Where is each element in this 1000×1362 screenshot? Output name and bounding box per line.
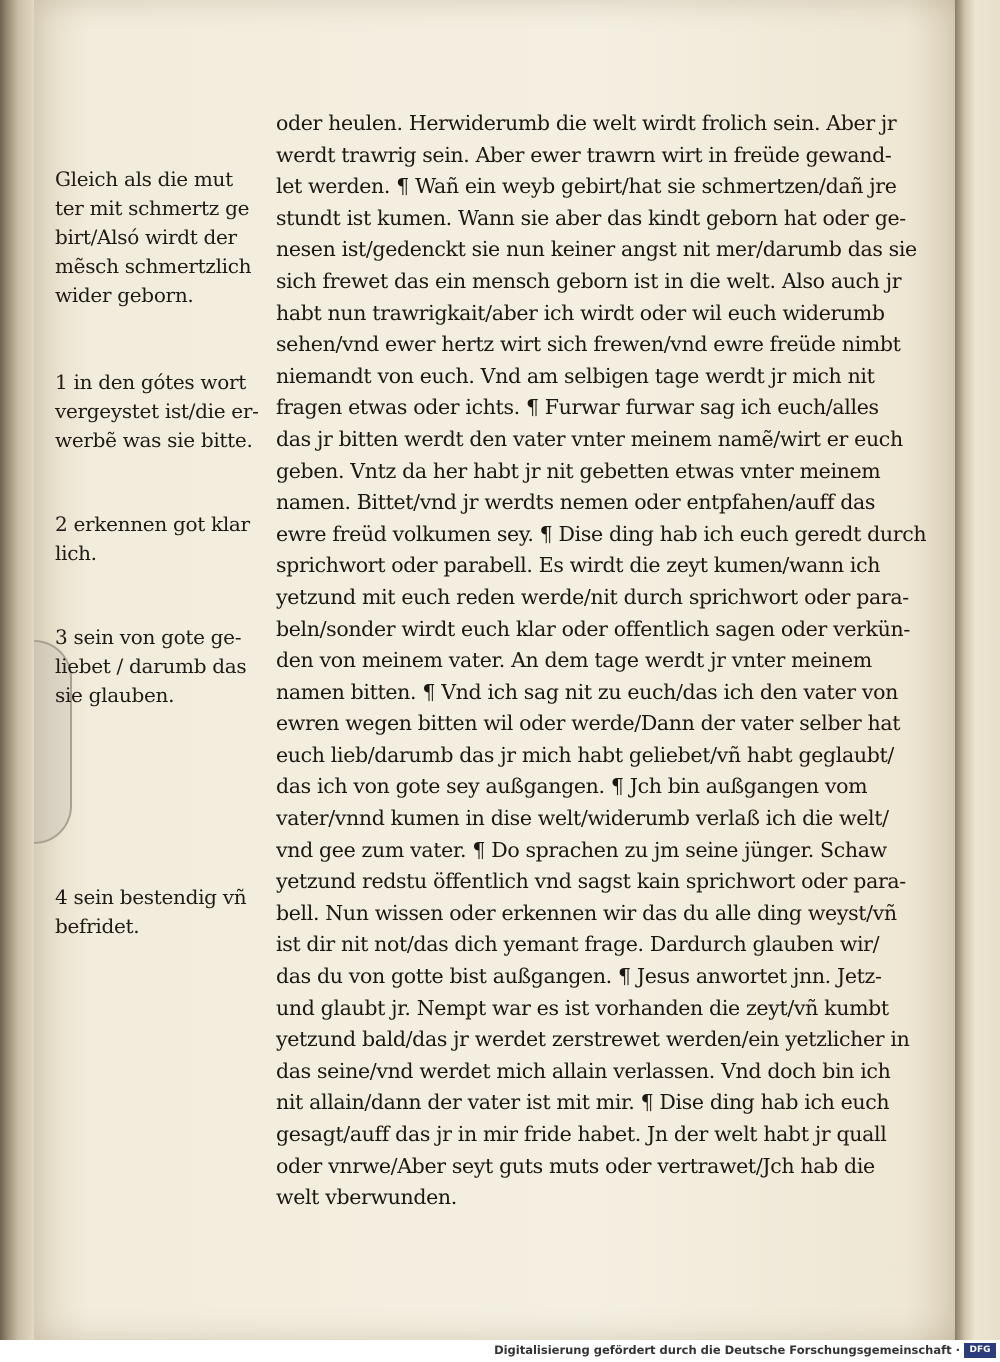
text-line: bell. Nun wissen oder erkennen wir das du alle ding weyst/vñ: [276, 900, 897, 925]
text-line: das ich von gote sey außgangen. ¶ Jch bin außgangen vom: [276, 774, 868, 799]
margin-note-line: sie glauben.: [55, 683, 175, 707]
text-line: sehen/vnd ewer hertz wirt sich frewen/vnd ewre freüde nimbt: [276, 332, 901, 357]
main-text-block: [276, 108, 926, 1214]
margin-note-3: [55, 510, 270, 568]
text-line: fragen etwas oder ichts. ¶ Furwar furwar sag ich euch/alles: [276, 395, 879, 420]
dfg-logo: DFG: [964, 1343, 996, 1358]
margin-note-line: vergeystet ist/die er-: [55, 399, 259, 423]
text-line: beln/sonder wirdt euch klar oder offentlich sagen oder verkün-: [276, 616, 910, 641]
text-line: vater/vnnd kumen in dise welt/widerumb verlaß ich die welt/: [276, 806, 889, 831]
text-line: gesagt/auff das jr in mir fride habet. Jn der welt habt jr quall: [276, 1122, 887, 1146]
margin-note-line: befridet.: [55, 914, 140, 938]
text-line: sprichwort oder parabell. Es wirdt die zeyt kumen/wann ich: [276, 553, 881, 578]
text-line: oder heulen. Herwiderumb die welt wirdt frolich sein. Aber jr: [276, 111, 897, 135]
margin-note-line: 4 sein bestendig vñ: [55, 885, 247, 909]
text-line: habt nun trawrigkait/aber ich wirdt oder wil euch widerumb: [276, 300, 885, 325]
text-line: geben. Vntz da her habt jr nit gebetten etwas vnter meinem: [276, 458, 881, 483]
margin-note-4: [55, 623, 270, 710]
text-line: namen. Bittet/vnd jr werdts nemen oder entpfahen/auff das: [276, 490, 876, 515]
margin-note-line: lich.: [55, 541, 97, 565]
margin-note-line: Gleich als die mut: [55, 167, 233, 191]
text-line: oder vnrwe/Aber seyt guts muts oder vertrawet/Jch hab die: [276, 1153, 875, 1178]
text-line: euch lieb/darumb das jr mich habt geliebet/vñ habt geglaubt/: [276, 742, 894, 767]
margin-note-2: [55, 368, 270, 455]
text-line: den von meinem vater. An dem tage werdt jr vnter meinem: [276, 648, 872, 673]
margin-note-line: ter mit schmertz ge: [55, 196, 250, 220]
text-line: das jr bitten werdt den vater vnter meinem namẽ/wirt er euch: [276, 426, 903, 451]
text-line: nit allain/dann der vater ist mit mir. ¶ Dise ding hab ich euch: [276, 1090, 890, 1115]
margin-note-line: wider geborn.: [55, 283, 194, 307]
margin-note-1: [55, 165, 270, 310]
margin-note-line: werbẽ was sie bitte.: [55, 428, 253, 452]
text-line: namen bitten. ¶ Vnd ich sag nit zu euch/das ich den vater von: [276, 679, 898, 704]
margin-note-line: liebet / darumb das: [55, 654, 247, 678]
text-line: yetzund redstu öffentlich vnd sagst kain sprichwort oder para-: [276, 869, 906, 894]
text-line: das du von gotte bist außgangen. ¶ Jesus anwortet jnn. Jetz-: [276, 964, 882, 989]
text-line: niemandt von euch. Vnd am selbigen tage werdt jr mich nit: [276, 363, 875, 388]
margin-note-line: mẽsch schmertzlich: [55, 254, 252, 278]
text-line: stundt ist kumen. Wann sie aber das kindt geborn hat oder ge-: [276, 205, 906, 230]
digitization-footer: [0, 1340, 1000, 1362]
text-line: ewre freüd volkumen sey. ¶ Dise ding hab ich euch geredt durch: [276, 521, 926, 546]
margin-note-line: 3 sein von gote ge-: [55, 625, 242, 649]
text-line: vnd gee zum vater. ¶ Do sprachen zu jm seine jünger. Schaw: [276, 837, 887, 862]
funding-credit: Digitalisierung gefördert durch die Deutsche Forschungsgemeinschaft ·: [494, 1343, 960, 1357]
margin-note-line: 1 in den gótes wort: [55, 370, 246, 394]
text-line: ewren wegen bitten wil oder werde/Dann der vater selber hat: [276, 711, 901, 736]
text-line: das seine/vnd werdet mich allain verlassen. Vnd doch bin ich: [276, 1058, 891, 1083]
facing-page-edge: [955, 0, 1000, 1340]
text-line: ist dir nit not/das dich yemant frage. Dardurch glauben wir/: [276, 932, 880, 957]
text-line: werdt trawrig sein. Aber ewer trawrn wirt in freüde gewand-: [276, 142, 892, 167]
margin-note-5: [55, 883, 270, 941]
text-line: let werden. ¶ Wañ ein weyb gebirt/hat sie schmertzen/dañ jre: [276, 174, 897, 199]
text-line: und glaubt jr. Nempt war es ist vorhanden die zeyt/vñ kumbt: [276, 995, 889, 1020]
margin-note-line: 2 erkennen got klar: [55, 512, 250, 536]
text-line: welt vberwunden.: [276, 1185, 457, 1210]
text-line: yetzund mit euch reden werde/nit durch sprichwort oder para-: [276, 584, 909, 609]
text-line: nesen ist/gedenckt sie nun keiner angst nit mer/darumb das sie: [276, 237, 917, 262]
text-line: yetzund bald/das jr werdet zerstrewet werden/ein yetzlicher in: [276, 1027, 910, 1052]
margin-note-line: birt/Alsó wirdt der: [55, 225, 237, 249]
text-line: sich frewet das ein mensch geborn ist in die welt. Also auch jr: [276, 268, 902, 293]
